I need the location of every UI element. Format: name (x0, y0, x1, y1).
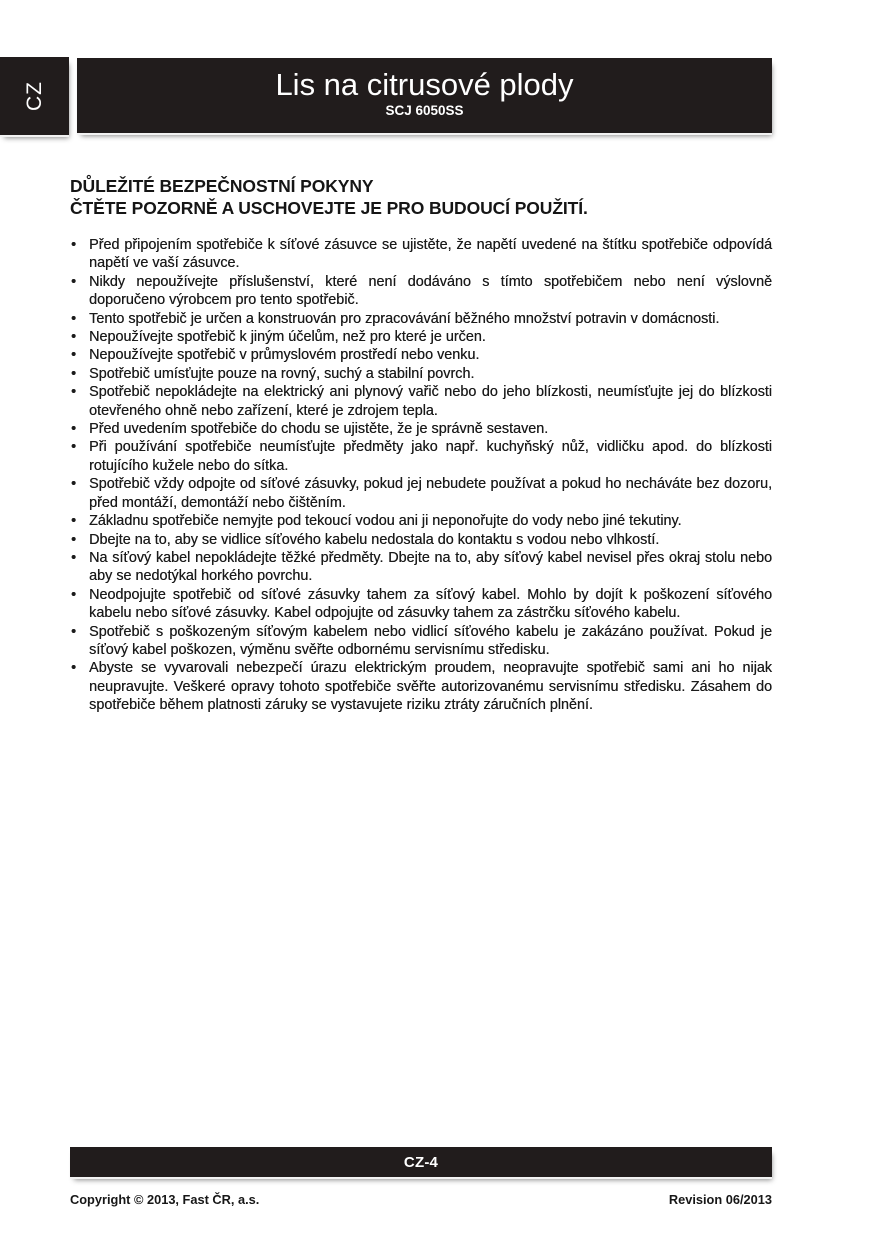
safety-instruction: • Tento spotřebič je určen a konstruován pro zpracovávání běžného množství potravin v domácnosti. (70, 310, 772, 328)
product-model: SCJ 6050SS (385, 103, 464, 118)
footer-page-bar (70, 1147, 772, 1177)
safety-instruction: • Dbejte na to, aby se vidlice síťového kabelu nedostala do kontaktu s vodou nebo vlhkostí. (70, 531, 772, 549)
safety-instruction: • Spotřebič s poškozeným síťovým kabelem nebo vidlicí síťového kabelu je zakázáno používat. Pokud je síťový kabel poškozen, výměnu svěřte odbornému servisnímu středisku. (70, 623, 772, 660)
safety-instruction: • Nepoužívejte spotřebič k jiným účelům, než pro které je určen. (70, 328, 772, 346)
language-tab-label: CZ (22, 81, 46, 111)
safety-instruction: • Neodpojujte spotřebič od síťové zásuvky tahem za síťový kabel. Mohlo by dojít k poškození síťového kabelu nebo síťové zásuvky. Kabel odpojujte od zásuvky tahem za zástrčku síťového kabelu. (70, 586, 772, 623)
language-tab (0, 57, 69, 135)
section-heading-line1: DŮLEŽITÉ BEZPEČNOSTNÍ POKYNY (70, 176, 374, 196)
section-heading-line2: ČTĚTE POZORNĚ A USCHOVEJTE JE PRO BUDOUCÍ POUŽITÍ. (70, 198, 588, 218)
safety-instruction: • Nepoužívejte spotřebič v průmyslovém prostředí nebo venku. (70, 346, 772, 364)
safety-instruction: • Spotřebič vždy odpojte od síťové zásuvky, pokud jej nebudete používat a pokud ho necháváte bez dozoru, před montáží, demontáží nebo čištěním. (70, 475, 772, 512)
content-area (70, 175, 772, 715)
safety-instruction: • Abyste se vyvarovali nebezpečí úrazu elektrickým proudem, neopravujte spotřebič sami ani ho nijak neupravujte. Veškeré opravy tohoto spotřebiče svěřte autorizovanému servisnímu středisku. Zásahem do spotřebiče během platnosti záruky se vystavujete riziku ztráty záručních plnění. (70, 659, 772, 714)
footer-meta (70, 1192, 772, 1207)
product-title: Lis na citrusové plody (275, 67, 574, 102)
revision-text: Revision 06/2013 (668, 1192, 772, 1207)
copyright-text: Copyright © 2013, Fast ČR, a.s. (70, 1192, 260, 1207)
safety-instruction-list (70, 236, 772, 715)
safety-instruction: • Základnu spotřebiče nemyjte pod tekoucí vodou ani ji neponořujte do vody nebo jiné tekutiny. (70, 512, 772, 530)
safety-instruction: • Spotřebič nepokládejte na elektrický ani plynový vařič nebo do jeho blízkosti, neumísťujte jej do blízkosti otevřeného ohně nebo zařízení, které je zdrojem tepla. (70, 383, 772, 420)
footer-page-number: CZ-4 (403, 1153, 439, 1171)
safety-instruction: • Na síťový kabel nepokládejte těžké předměty. Dbejte na to, aby síťový kabel nevisel přes okraj stolu nebo aby se nedotýkal horkého povrchu. (70, 549, 772, 586)
safety-instruction: • Při používání spotřebiče neumísťujte předměty jako např. kuchyňský nůž, vidličku apod. do blízkosti rotujícího kužele nebo do sítka. (70, 438, 772, 475)
safety-instruction: • Spotřebič umísťujte pouze na rovný, suchý a stabilní povrch. (70, 365, 772, 383)
safety-instruction: • Před připojením spotřebiče k síťové zásuvce se ujistěte, že napětí uvedené na štítku spotřebiče odpovídá napětí ve vaší zásuvce. (70, 236, 772, 273)
safety-instruction: • Před uvedením spotřebiče do chodu se ujistěte, že je správně sestaven. (70, 420, 772, 438)
section-heading (70, 175, 772, 219)
header-bar (77, 58, 772, 133)
safety-instruction: • Nikdy nepoužívejte příslušenství, které není dodáváno s tímto spotřebičem nebo není výslovně doporučeno výrobcem pro tento spotřebič. (70, 273, 772, 310)
